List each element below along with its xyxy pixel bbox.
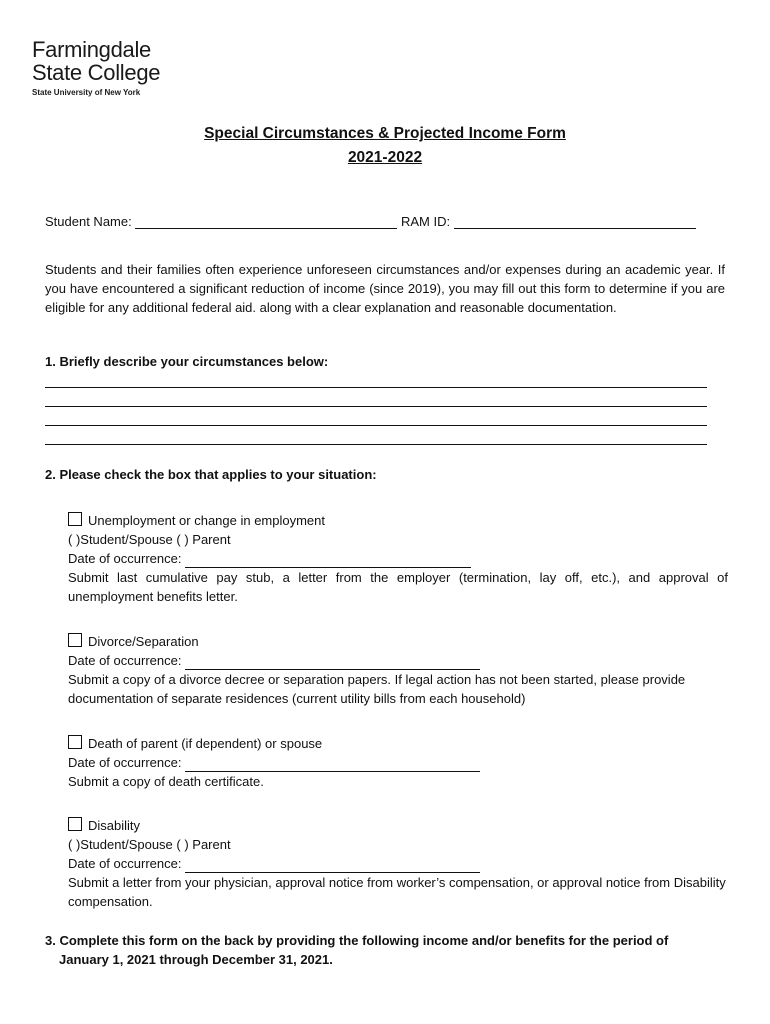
- date-label: Date of occurrence:: [68, 551, 182, 566]
- date-label: Date of occurrence:: [68, 653, 182, 668]
- death-checkbox[interactable]: [68, 735, 82, 749]
- option-label: Unemployment or change in employment: [88, 513, 326, 528]
- death-date-field[interactable]: [185, 758, 480, 772]
- logo-line-3: State University of New York: [32, 88, 141, 97]
- option-label: Divorce/Separation: [88, 634, 199, 649]
- option-note: Submit last cumulative pay stub, a letter from the employer (termination, lay off, etc.), and approval of unemployment benefits letter.: [68, 570, 728, 604]
- unemployment-checkbox[interactable]: [68, 512, 82, 526]
- college-logo: [32, 38, 160, 97]
- student-name-row: [45, 214, 696, 229]
- section-3-text: [45, 931, 725, 969]
- option-label: Disability: [88, 818, 141, 833]
- option-who: ( )Student/Spouse ( ) Parent: [68, 837, 231, 852]
- disability-checkbox[interactable]: [68, 817, 82, 831]
- ram-id-field[interactable]: [454, 215, 696, 229]
- divorce-date-field[interactable]: [185, 656, 480, 670]
- description-line-4[interactable]: [45, 444, 707, 445]
- description-line-1[interactable]: [45, 387, 707, 388]
- ram-id-label: RAM ID:: [400, 214, 451, 229]
- intro-paragraph: Students and their families often experience unforeseen circumstances and/or expenses during an academic year. If you have encountered a significant reduction of income (since 2019), you may fill out this form to determine if you are eligible for any additional federal aid. along with a clear explanation and reasonable documentation.: [45, 262, 725, 315]
- option-who: ( )Student/Spouse ( ) Parent: [68, 532, 231, 547]
- date-label: Date of occurrence:: [68, 856, 182, 871]
- option-note: Submit a letter from your physician, approval notice from worker’s compensation, or approval notice from Disability compensation.: [68, 875, 726, 909]
- option-disability: [68, 816, 728, 911]
- section-2-heading: 2. Please check the box that applies to your situation:: [45, 467, 377, 482]
- description-line-3[interactable]: [45, 425, 707, 426]
- option-unemployment: [68, 511, 728, 606]
- form-title: Special Circumstances & Projected Income Form: [204, 125, 566, 142]
- logo-line-2: State College: [32, 60, 161, 85]
- unemployment-date-field[interactable]: [185, 554, 471, 568]
- option-note: Submit a copy of a divorce decree or separation papers. If legal action has not been started, please provide documentation of separate residences (current utility bills from each household): [68, 672, 686, 706]
- section-3-line-2: January 1, 2021 through December 31, 2021.: [59, 952, 333, 967]
- option-divorce: [68, 632, 728, 708]
- date-label: Date of occurrence:: [68, 755, 182, 770]
- section-3-line-1: 3. Complete this form on the back by providing the following income and/or benefits for the period of: [45, 933, 669, 948]
- option-death: [68, 734, 728, 791]
- description-line-2[interactable]: [45, 406, 707, 407]
- form-year: 2021-2022: [347, 149, 423, 166]
- option-label: Death of parent (if dependent) or spouse: [88, 736, 323, 751]
- section-1-heading: 1. Briefly describe your circumstances below:: [45, 354, 329, 369]
- student-name-field[interactable]: [135, 215, 397, 229]
- divorce-checkbox[interactable]: [68, 633, 82, 647]
- logo-line-1: Farmingdale: [32, 37, 151, 62]
- student-name-label: Student Name:: [45, 214, 132, 229]
- disability-date-field[interactable]: [185, 859, 480, 873]
- option-note: Submit a copy of death certificate.: [68, 774, 264, 789]
